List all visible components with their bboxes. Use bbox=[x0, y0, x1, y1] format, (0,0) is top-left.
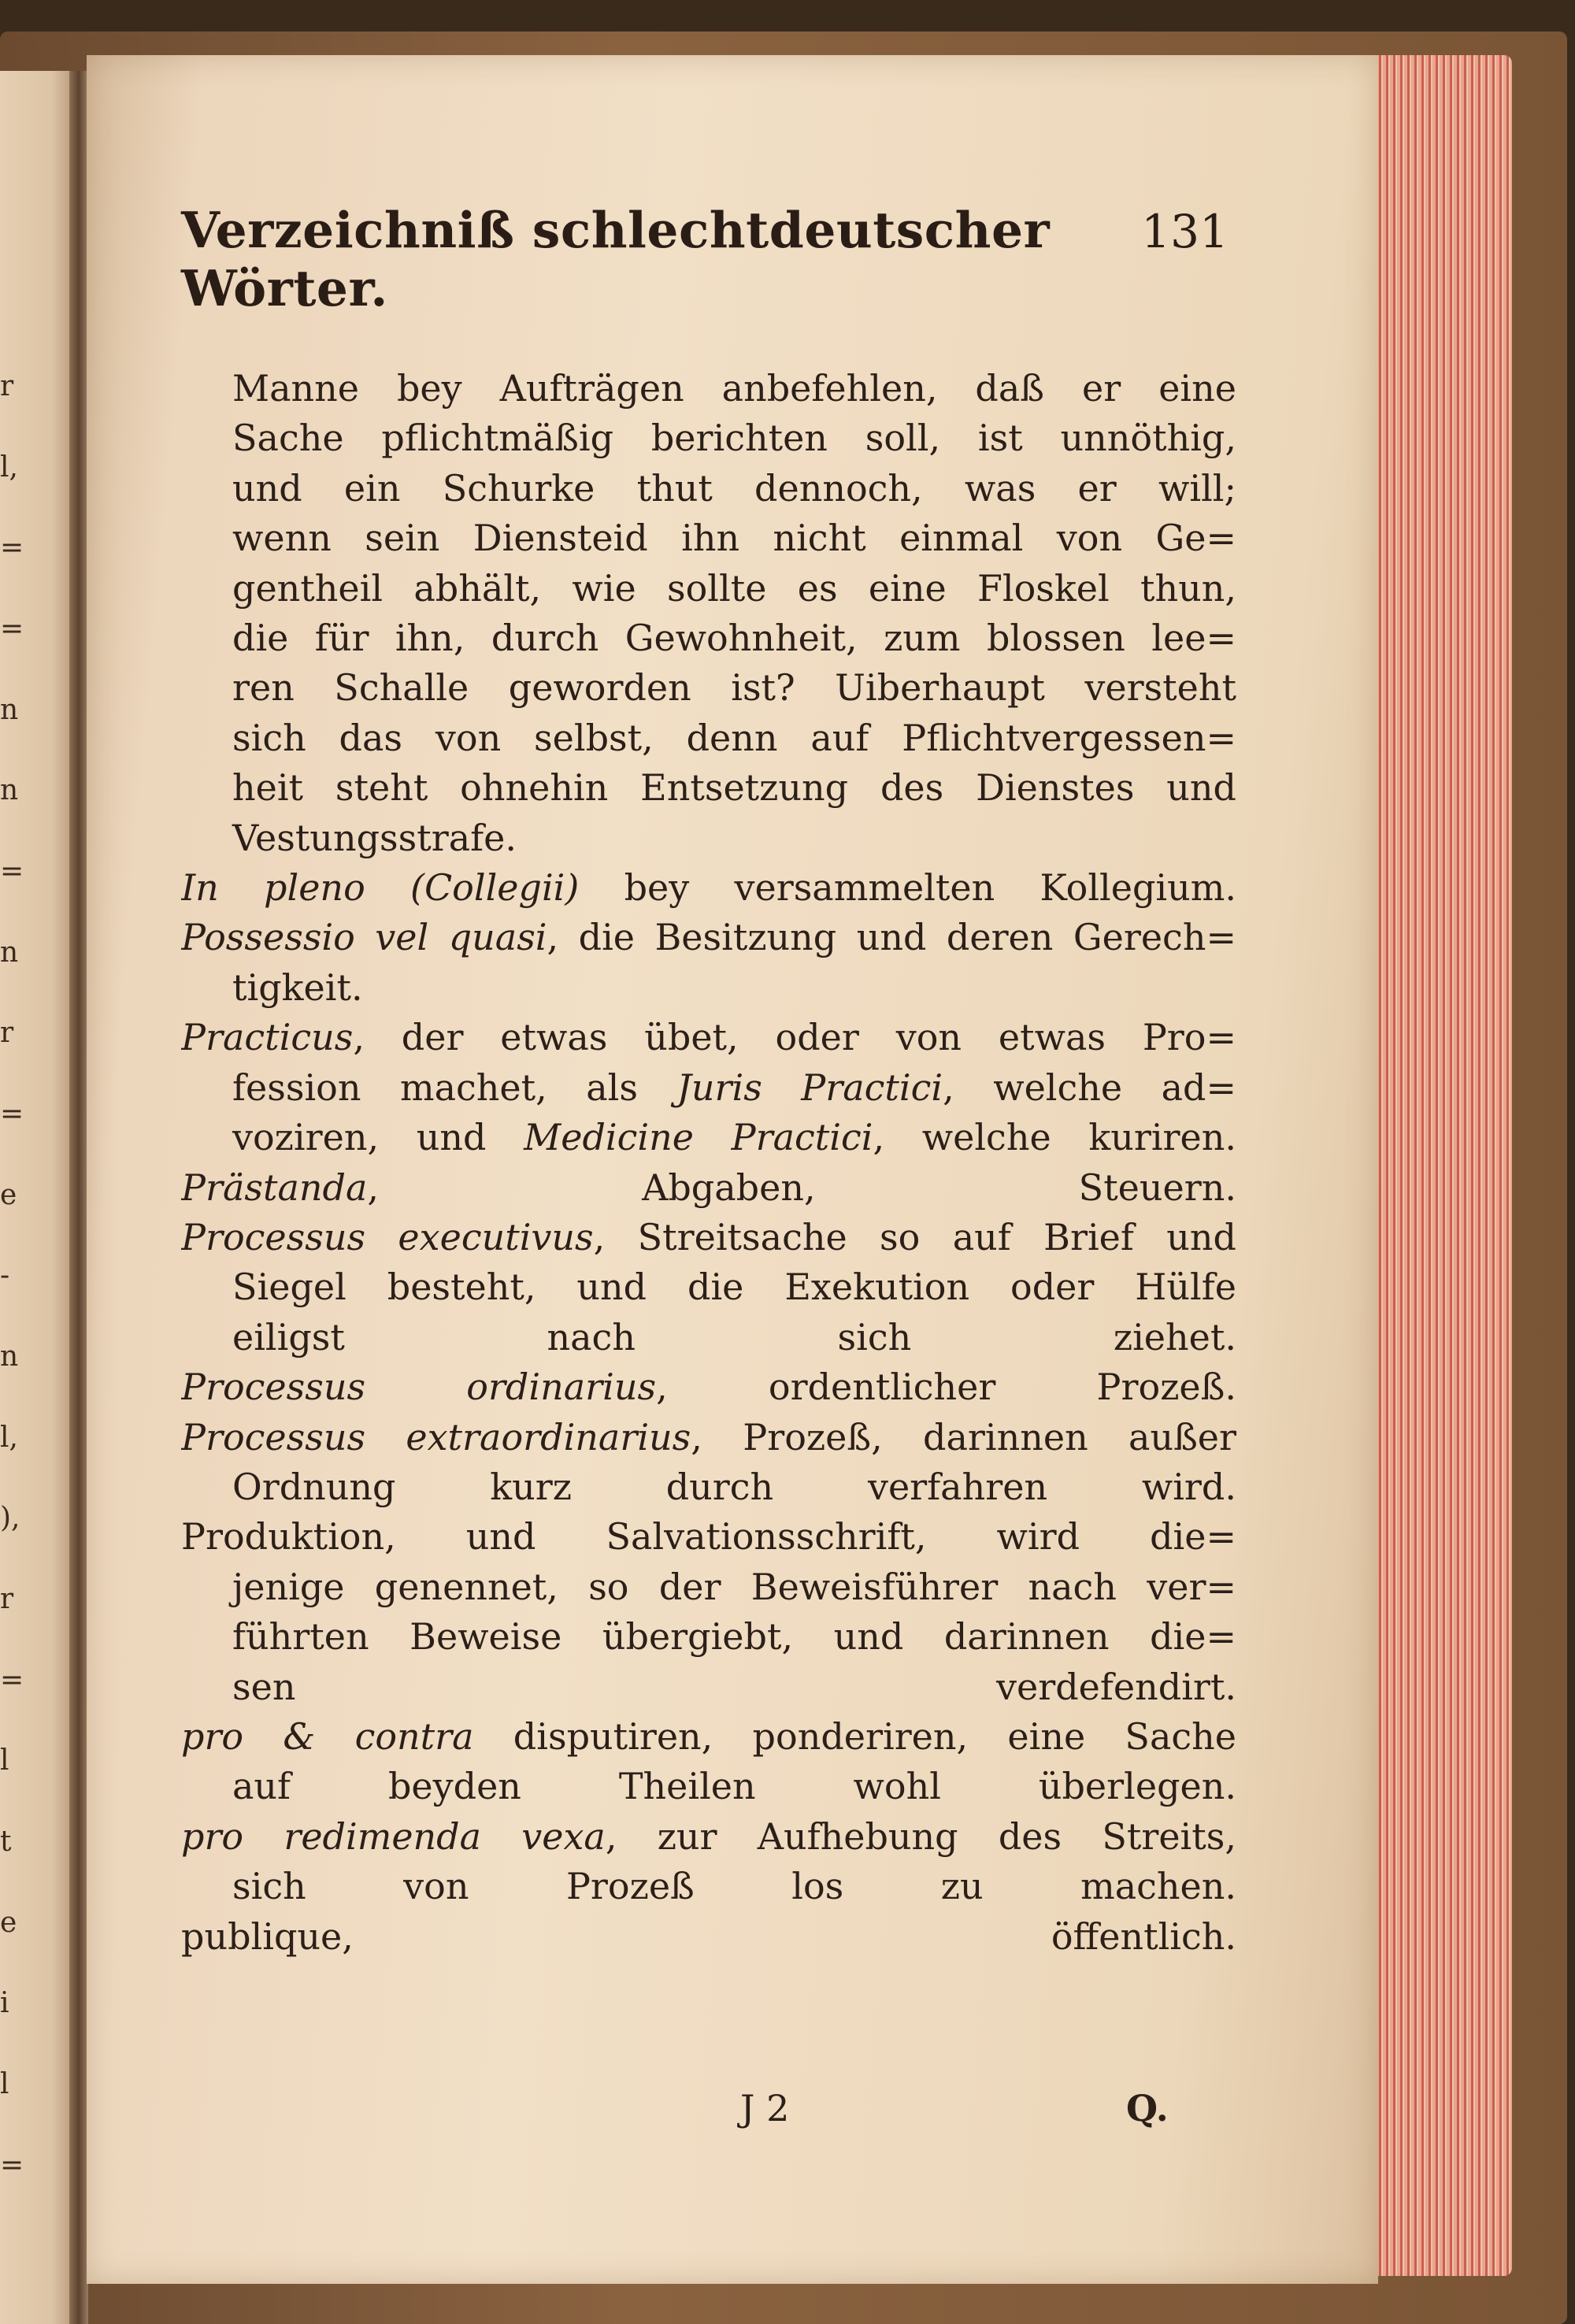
text-line bbox=[181, 413, 1236, 463]
page-footer bbox=[181, 2087, 1236, 2134]
text-run: Sache pflichtmäßig berichten soll, ist unnöthig, bbox=[232, 417, 1236, 460]
left-page-margin-text bbox=[0, 370, 24, 2181]
text-line bbox=[181, 564, 1236, 613]
text-line bbox=[181, 613, 1236, 663]
latin-term: In pleno (Collegii) bbox=[181, 866, 580, 910]
text-line bbox=[181, 1862, 1236, 1911]
page-number: 131 bbox=[1141, 205, 1228, 258]
text-run: voziren, und bbox=[232, 1116, 524, 1159]
margin-fragment: i bbox=[0, 1987, 9, 2020]
text-line bbox=[181, 1413, 1236, 1462]
text-run: , welche ad= bbox=[943, 1066, 1236, 1109]
text-line bbox=[181, 1113, 1236, 1162]
margin-fragment: = bbox=[0, 2148, 24, 2181]
text-line bbox=[181, 1013, 1236, 1062]
margin-fragment: = bbox=[0, 613, 24, 646]
text-run: , Streitsache so auf Brief und bbox=[593, 1215, 1236, 1258]
text-line bbox=[181, 1762, 1236, 1811]
text-line bbox=[181, 1262, 1236, 1312]
text-run: publique, öffentlich. bbox=[181, 1914, 1236, 1958]
text-run: Ordnung kurz durch verfahren wird. bbox=[232, 1465, 1236, 1508]
signature-mark: J 2 bbox=[740, 2087, 790, 2129]
text-run: führten Beweise übergiebt, und darinnen die= bbox=[232, 1615, 1236, 1659]
latin-term: Prästanda bbox=[181, 1166, 368, 1209]
latin-term: Practicus bbox=[181, 1016, 354, 1059]
text-line bbox=[181, 513, 1236, 563]
body-text bbox=[181, 364, 1236, 1962]
text-run: , der etwas übet, oder von etwas Pro= bbox=[353, 1016, 1236, 1059]
margin-fragment: r bbox=[0, 1017, 14, 1050]
text-run: fession machet, als bbox=[232, 1066, 677, 1109]
latin-term: Processus ordinarius bbox=[181, 1366, 657, 1409]
text-run: sich das von selbst, denn auf Pflichtvergessen= bbox=[232, 716, 1236, 759]
text-line bbox=[181, 863, 1236, 913]
text-line bbox=[181, 913, 1236, 962]
margin-fragment: = bbox=[0, 855, 24, 888]
page bbox=[87, 55, 1378, 2284]
text-line bbox=[181, 1662, 1236, 1712]
text-run: sen verdefendirt. bbox=[232, 1665, 1236, 1708]
latin-term: Juris Practici bbox=[676, 1066, 943, 1109]
text-run: , welche kuriren. bbox=[873, 1116, 1236, 1159]
header-title: Verzeichniß schlechtdeutscher Wörter. bbox=[181, 201, 1051, 317]
text-run: eiligst nach sich ziehet. bbox=[232, 1315, 1236, 1358]
text-line bbox=[181, 1462, 1236, 1512]
text-line bbox=[181, 814, 1236, 863]
text-run: disputiren, ponderiren, eine Sache bbox=[473, 1714, 1236, 1758]
text-line bbox=[181, 963, 1236, 1013]
text-run: sich von Prozeß los zu machen. bbox=[232, 1865, 1236, 1908]
text-line bbox=[181, 1712, 1236, 1762]
text-run: , Abgaben, Steuern. bbox=[367, 1166, 1236, 1209]
margin-fragment: l, bbox=[0, 1421, 18, 1454]
text-run: die für ihn, durch Gewohnheit, zum blossen lee= bbox=[232, 617, 1236, 660]
text-run: , die Besitzung und deren Gerech= bbox=[547, 916, 1236, 959]
text-line bbox=[181, 1562, 1236, 1612]
margin-fragment: l, bbox=[0, 450, 18, 484]
margin-fragment: r bbox=[0, 370, 14, 402]
text-run: jenige genennet, so der Beweisführer nach ver= bbox=[232, 1565, 1236, 1608]
margin-fragment: l bbox=[0, 1744, 9, 1777]
latin-term: pro redimenda vexa bbox=[181, 1814, 606, 1858]
text-line bbox=[181, 1512, 1236, 1562]
text-run: Siegel besteht, und die Exekution oder Hülfe bbox=[232, 1266, 1236, 1309]
text-run: und ein Schurke thut dennoch, was er will; bbox=[232, 466, 1236, 510]
latin-term: Processus executivus bbox=[181, 1215, 594, 1258]
latin-term: pro & contra bbox=[181, 1714, 474, 1758]
text-run: , zur Aufhebung des Streits, bbox=[605, 1814, 1236, 1858]
text-run: , ordentlicher Prozeß. bbox=[656, 1366, 1236, 1409]
text-line bbox=[181, 464, 1236, 513]
text-line bbox=[181, 1812, 1236, 1862]
text-run: , Prozeß, darinnen außer bbox=[691, 1415, 1236, 1459]
margin-fragment: n bbox=[0, 774, 19, 807]
text-line bbox=[181, 1163, 1236, 1213]
text-run: tigkeit. bbox=[232, 966, 363, 1009]
catchword: Q. bbox=[1126, 2087, 1169, 2129]
text-line bbox=[181, 364, 1236, 413]
text-run: Vestungsstrafe. bbox=[232, 816, 517, 859]
margin-fragment: n bbox=[0, 693, 19, 726]
latin-term: Possessio vel quasi bbox=[181, 916, 547, 959]
left-page-edge bbox=[0, 71, 75, 2324]
text-run: gentheil abhält, wie sollte es eine Floskel thun, bbox=[232, 566, 1236, 610]
text-run: Produktion, und Salvationsschrift, wird die= bbox=[181, 1515, 1236, 1559]
latin-term: Processus extraordinarius bbox=[181, 1415, 691, 1459]
margin-fragment: t bbox=[0, 1825, 12, 1859]
text-line bbox=[181, 1313, 1236, 1362]
red-page-edges bbox=[1354, 55, 1512, 2276]
text-line bbox=[181, 1213, 1236, 1262]
text-run: wenn sein Diensteid ihn nicht einmal von Ge= bbox=[232, 517, 1236, 560]
margin-fragment: n bbox=[0, 936, 19, 969]
text-run: bey versammelten Kollegium. bbox=[579, 866, 1236, 910]
margin-fragment: = bbox=[0, 1663, 24, 1696]
margin-fragment: l bbox=[0, 2068, 9, 2101]
text-line bbox=[181, 714, 1236, 763]
margin-fragment: e bbox=[0, 1906, 17, 1939]
margin-fragment: ), bbox=[0, 1502, 20, 1535]
text-line bbox=[181, 1362, 1236, 1412]
text-run: heit steht ohnehin Entsetzung des Dienstes und bbox=[232, 766, 1236, 810]
running-header bbox=[181, 201, 1228, 317]
margin-fragment: = bbox=[0, 1098, 24, 1131]
text-run: ren Schalle geworden ist? Uiberhaupt versteht bbox=[232, 666, 1236, 710]
text-line bbox=[181, 1612, 1236, 1662]
book-gutter bbox=[69, 71, 88, 2324]
text-line bbox=[181, 1063, 1236, 1113]
text-line bbox=[181, 1912, 1236, 1962]
margin-fragment: n bbox=[0, 1340, 19, 1373]
margin-fragment: r bbox=[0, 1583, 14, 1616]
text-line bbox=[181, 763, 1236, 813]
text-run: Manne bey Aufträgen anbefehlen, daß er eine bbox=[232, 367, 1236, 410]
margin-fragment: e bbox=[0, 1178, 17, 1211]
text-run: auf beyden Theilen wohl überlegen. bbox=[232, 1765, 1236, 1808]
margin-fragment: = bbox=[0, 532, 24, 565]
latin-term: Medicine Practici bbox=[524, 1116, 873, 1159]
text-line bbox=[181, 663, 1236, 713]
margin-fragment: - bbox=[0, 1259, 10, 1292]
